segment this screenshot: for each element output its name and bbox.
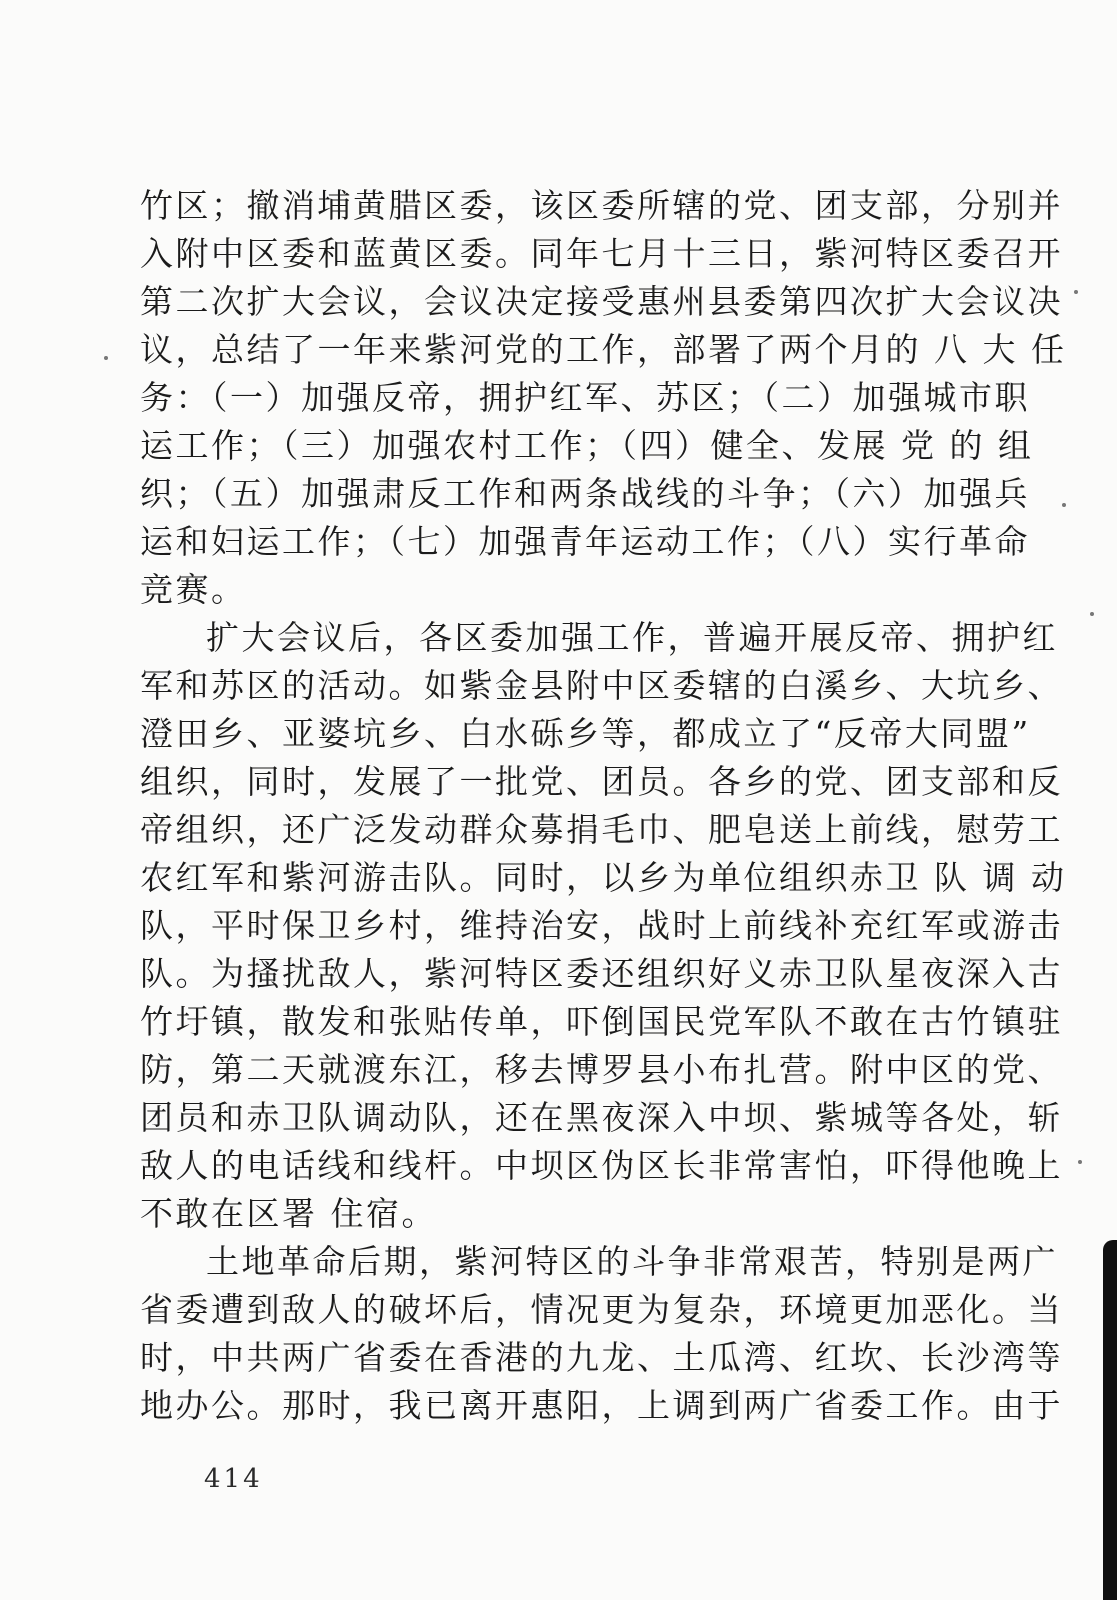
text-line: 澄田乡、亚婆坑乡、白水砾乡等，都成立了“反帝大同盟”: [140, 714, 1031, 753]
scan-speck: [104, 356, 108, 360]
text-line: 地办公。那时，我已离开惠阳，上调到两广省委工作。由于: [140, 1386, 1063, 1425]
text-line: 防，第二天就渡东江，移去博罗县小布扎营。附中区的党、: [140, 1050, 1063, 1089]
paragraph-start-line: 扩大会议后，各区委加强工作，普遍开展反帝、拥护红: [206, 618, 1058, 657]
text-line: 敌人的电话线和线杆。中坝区伪区长非常害怕，吓得他晚上: [140, 1146, 1063, 1185]
text-line: 织；（五）加强肃反工作和两条战线的斗争；（六）加强兵: [140, 474, 1030, 513]
paragraph-start-line: 土地革命后期，紫河特区的斗争非常艰苦，特别是两广: [206, 1242, 1058, 1281]
text-line: 入附中区委和蓝黄区委。同年七月十三日，紫河特区委召开: [140, 234, 1063, 273]
body-text: [140, 182, 1067, 1430]
text-line: 时，中共两广省委在香港的九龙、土瓜湾、红坎、长沙湾等: [140, 1338, 1063, 1377]
text-line: 竹圩镇，散发和张贴传单，吓倒国民党军队不敢在古竹镇驻: [140, 1002, 1063, 1041]
scan-speck: [1074, 290, 1078, 294]
text-line: 农红军和紫河游击队。同时，以乡为单位组织赤卫 队 调 动: [140, 858, 1067, 897]
text-line: 军和苏区的活动。如紫金县附中区委辖的白溪乡、大坑乡、: [140, 666, 1063, 705]
scan-speck: [1062, 503, 1066, 507]
text-line: 第二次扩大会议，会议决定接受惠州县委第四次扩大会议决: [140, 282, 1063, 321]
scan-binding-shadow: [1103, 1240, 1117, 1600]
page-number: 414: [204, 1464, 263, 1494]
text-line: 团员和赤卫队调动队，还在黑夜深入中坝、紫城等各处，斩: [140, 1098, 1063, 1137]
text-line: 务：（一）加强反帝，拥护红军、苏区；（二）加强城市职: [140, 378, 1030, 417]
text-line: 议，总结了一年来紫河党的工作，部署了两个月的 八 大 任: [140, 330, 1067, 369]
text-line: 组织，同时，发展了一批党、团员。各乡的党、团支部和反: [140, 762, 1063, 801]
text-line: 竞赛。: [140, 570, 247, 609]
text-line: 队，平时保卫乡村，维持治安，战时上前线补充红军或游击: [140, 906, 1063, 945]
text-line: 队。为搔扰敌人，紫河特区委还组织好义赤卫队星夜深入古: [140, 954, 1063, 993]
text-line: 不敢在区署 住宿。: [140, 1194, 437, 1233]
text-line: 竹区；撤消埔黄腊区委，该区委所辖的党、团支部，分别并: [140, 186, 1063, 225]
text-line: 帝组织，还广泛发动群众募捐毛巾、肥皂送上前线，慰劳工: [140, 810, 1063, 849]
text-line: 运和妇运工作；（七）加强青年运动工作；（八）实行革命: [140, 522, 1030, 561]
scan-speck: [1090, 612, 1094, 616]
scan-speck: [1078, 1160, 1082, 1164]
text-line: 省委遭到敌人的破坏后，情况更为复杂，环境更加恶化。当: [140, 1290, 1063, 1329]
text-line: 运工作；（三）加强农村工作；（四）健全、发展 党 的 组: [140, 426, 1034, 465]
